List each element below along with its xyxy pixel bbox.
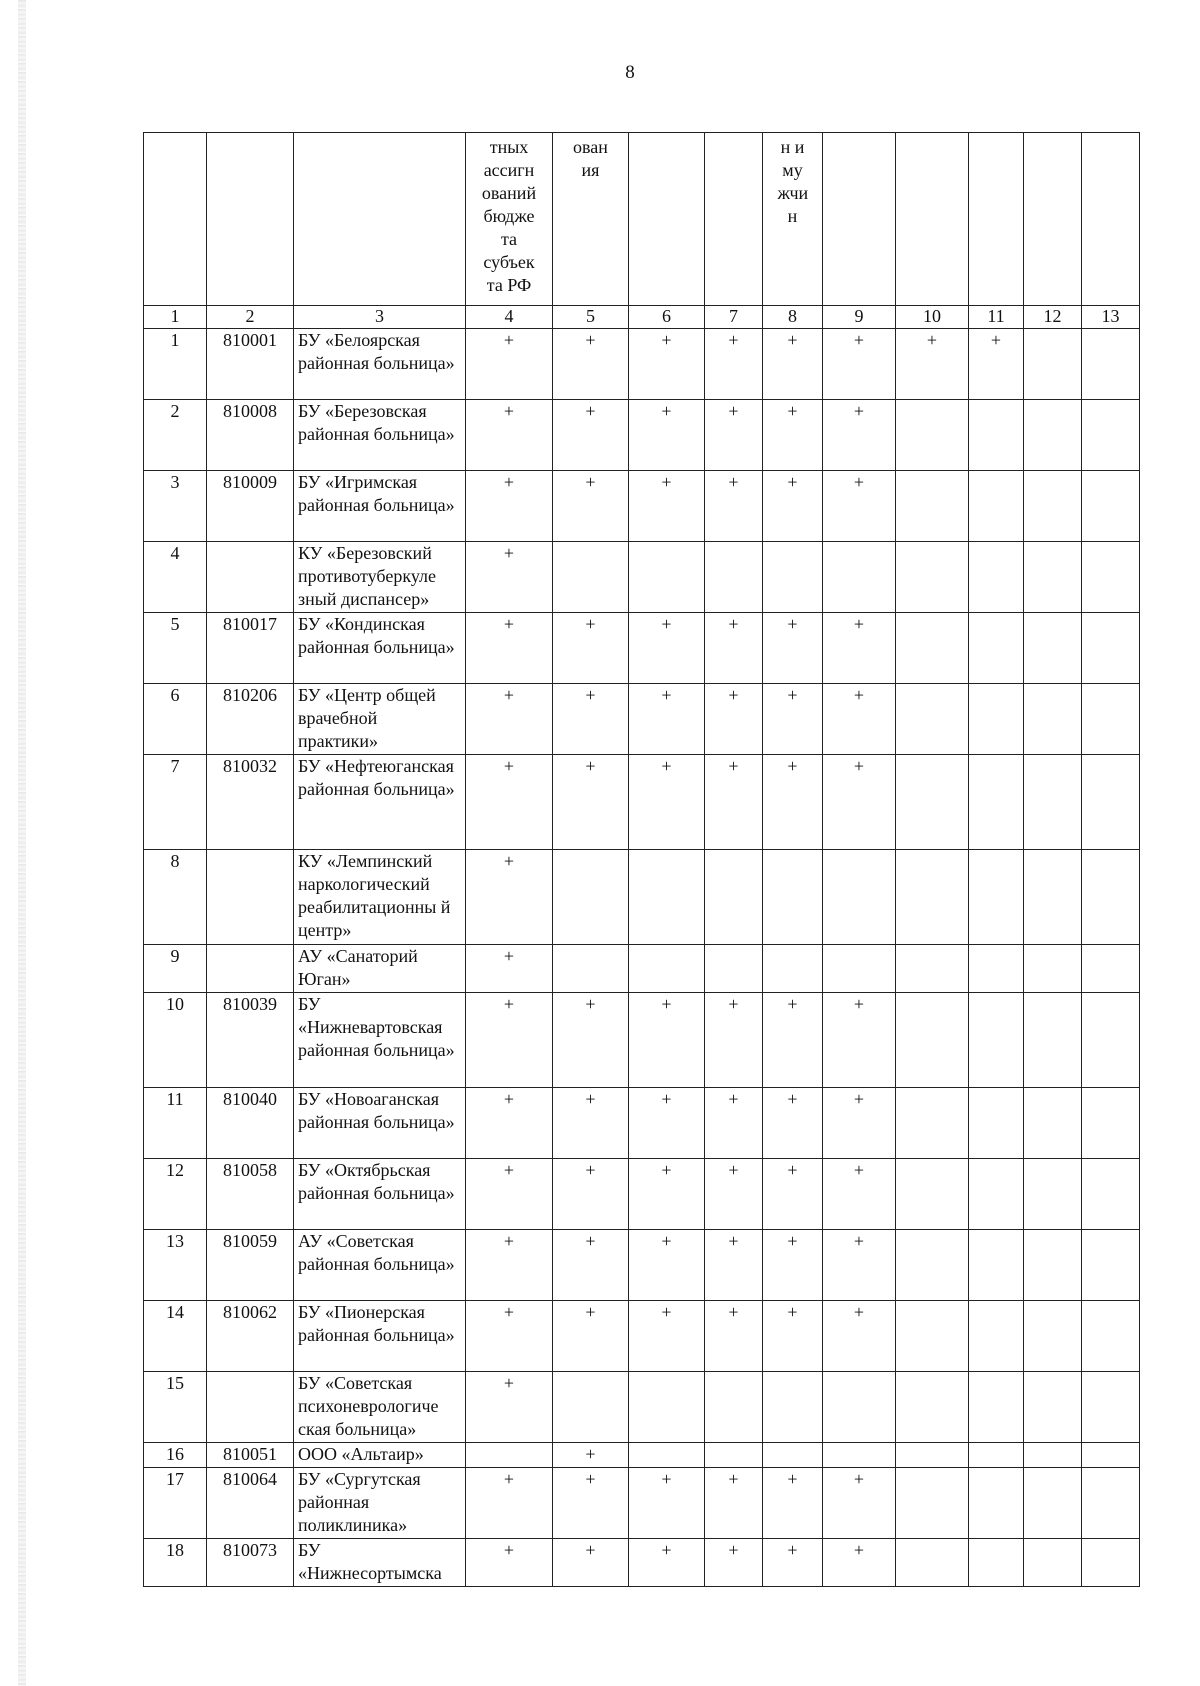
mark-cell-col7 [705, 945, 763, 993]
column-number-4: 4 [466, 306, 553, 329]
mark-cell-col8: + [763, 1539, 823, 1587]
column-number-7: 7 [705, 306, 763, 329]
mark-cell-col9: + [823, 755, 896, 850]
mark-cell-col11 [969, 1301, 1024, 1372]
column-number-row [144, 306, 1140, 329]
mark-cell-col4: + [466, 542, 553, 613]
mark-cell-col7: + [705, 1468, 763, 1539]
mark-cell-col8: + [763, 755, 823, 850]
mark-cell-col5: + [553, 613, 629, 684]
mark-cell-col13 [1082, 542, 1140, 613]
header-cell-2 [207, 133, 294, 306]
institution-code [207, 945, 294, 993]
mark-cell-col7: + [705, 400, 763, 471]
mark-cell-col13 [1082, 1088, 1140, 1159]
institution-code: 810032 [207, 755, 294, 850]
mark-cell-col12 [1024, 755, 1082, 850]
mark-cell-col12 [1024, 1230, 1082, 1301]
institution-code: 810001 [207, 329, 294, 400]
mark-cell-col4: + [466, 1301, 553, 1372]
mark-cell-col4: + [466, 945, 553, 993]
mark-cell-col10 [896, 945, 969, 993]
row-number: 10 [144, 993, 207, 1088]
mark-cell-col10 [896, 1159, 969, 1230]
mark-cell-col4 [466, 1443, 553, 1468]
header-cell-9 [823, 133, 896, 306]
institution-code: 810039 [207, 993, 294, 1088]
column-number-3: 3 [294, 306, 466, 329]
mark-cell-col6: + [629, 684, 705, 755]
mark-cell-col10 [896, 1301, 969, 1372]
mark-cell-col10 [896, 993, 969, 1088]
mark-cell-col7: + [705, 755, 763, 850]
mark-cell-col4: + [466, 1159, 553, 1230]
mark-cell-col12 [1024, 400, 1082, 471]
mark-cell-col11: + [969, 329, 1024, 400]
header-cell-11 [969, 133, 1024, 306]
institution-name: БУ «Нижневартовская районная больница» [294, 993, 466, 1088]
mark-cell-col13 [1082, 471, 1140, 542]
hospitals-table [143, 132, 1140, 1587]
mark-cell-col13 [1082, 1372, 1140, 1443]
mark-cell-col12 [1024, 684, 1082, 755]
mark-cell-col13 [1082, 850, 1140, 945]
mark-cell-col4: + [466, 613, 553, 684]
mark-cell-col9: + [823, 329, 896, 400]
institution-code: 810062 [207, 1301, 294, 1372]
institution-code: 810059 [207, 1230, 294, 1301]
mark-cell-col10 [896, 471, 969, 542]
institution-name: БУ «Нефтеюганская районная больница» [294, 755, 466, 850]
mark-cell-col6: + [629, 1301, 705, 1372]
mark-cell-col5: + [553, 471, 629, 542]
institution-code: 810206 [207, 684, 294, 755]
column-number-2: 2 [207, 306, 294, 329]
mark-cell-col4: + [466, 1230, 553, 1301]
mark-cell-col7: + [705, 684, 763, 755]
institution-code: 810040 [207, 1088, 294, 1159]
mark-cell-col7: + [705, 993, 763, 1088]
mark-cell-col11 [969, 1230, 1024, 1301]
table-row [144, 1088, 1140, 1159]
mark-cell-col12 [1024, 542, 1082, 613]
mark-cell-col8: + [763, 329, 823, 400]
row-number: 1 [144, 329, 207, 400]
header-text-col5: ован ия [573, 137, 608, 180]
mark-cell-col7 [705, 1372, 763, 1443]
mark-cell-col13 [1082, 945, 1140, 993]
mark-cell-col13 [1082, 1230, 1140, 1301]
mark-cell-col11 [969, 613, 1024, 684]
mark-cell-col11 [969, 1468, 1024, 1539]
row-number: 4 [144, 542, 207, 613]
mark-cell-col6: + [629, 1468, 705, 1539]
mark-cell-col5: + [553, 1539, 629, 1587]
mark-cell-col6 [629, 945, 705, 993]
row-number: 13 [144, 1230, 207, 1301]
table-row [144, 1159, 1140, 1230]
mark-cell-col6 [629, 850, 705, 945]
table-row [144, 1468, 1140, 1539]
header-cell-13 [1082, 133, 1140, 306]
header-cell-1 [144, 133, 207, 306]
mark-cell-col11 [969, 471, 1024, 542]
institution-code: 810058 [207, 1159, 294, 1230]
mark-cell-col4: + [466, 1539, 553, 1587]
header-cell-4 [466, 133, 553, 306]
mark-cell-col4: + [466, 329, 553, 400]
mark-cell-col11 [969, 1443, 1024, 1468]
table-row [144, 400, 1140, 471]
mark-cell-col6: + [629, 613, 705, 684]
mark-cell-col6 [629, 1372, 705, 1443]
mark-cell-col11 [969, 542, 1024, 613]
page-number: 8 [625, 62, 635, 83]
mark-cell-col12 [1024, 993, 1082, 1088]
column-number-13: 13 [1082, 306, 1140, 329]
mark-cell-col5: + [553, 684, 629, 755]
mark-cell-col5: + [553, 329, 629, 400]
mark-cell-col11 [969, 945, 1024, 993]
mark-cell-col11 [969, 1159, 1024, 1230]
institution-name: КУ «Березовский противотуберкуле зный диспансер» [294, 542, 466, 613]
table-row [144, 1443, 1140, 1468]
column-number-10: 10 [896, 306, 969, 329]
header-cell-10 [896, 133, 969, 306]
mark-cell-col4: + [466, 684, 553, 755]
header-cell-12 [1024, 133, 1082, 306]
mark-cell-col10 [896, 613, 969, 684]
header-fragment-row [144, 133, 1140, 306]
mark-cell-col10: + [896, 329, 969, 400]
row-number: 5 [144, 613, 207, 684]
mark-cell-col9: + [823, 1468, 896, 1539]
column-number-1: 1 [144, 306, 207, 329]
institution-name: БУ «Игримская районная больница» [294, 471, 466, 542]
mark-cell-col5: + [553, 400, 629, 471]
mark-cell-col13 [1082, 613, 1140, 684]
header-cell-8 [763, 133, 823, 306]
row-number: 11 [144, 1088, 207, 1159]
mark-cell-col5: + [553, 1443, 629, 1468]
mark-cell-col11 [969, 1539, 1024, 1587]
mark-cell-col13 [1082, 329, 1140, 400]
header-text-col8: н и му жчи н [777, 137, 809, 226]
institution-name: КУ «Лемпинский наркологический реабилитационны й центр» [294, 850, 466, 945]
row-number: 8 [144, 850, 207, 945]
mark-cell-col8 [763, 1372, 823, 1443]
institution-code: 810008 [207, 400, 294, 471]
mark-cell-col12 [1024, 1301, 1082, 1372]
mark-cell-col9: + [823, 1088, 896, 1159]
mark-cell-col7: + [705, 471, 763, 542]
institution-name: БУ «Советская психоневрологиче ская больница» [294, 1372, 466, 1443]
mark-cell-col6: + [629, 755, 705, 850]
scan-edge [18, 0, 26, 1686]
table-row [144, 471, 1140, 542]
institution-code: 810073 [207, 1539, 294, 1587]
mark-cell-col9: + [823, 613, 896, 684]
header-text-col4: тных ассигн ований бюдже та субъек та РФ [481, 137, 537, 295]
mark-cell-col5: + [553, 1159, 629, 1230]
header-cell-7 [705, 133, 763, 306]
mark-cell-col12 [1024, 1468, 1082, 1539]
mark-cell-col7: + [705, 329, 763, 400]
mark-cell-col13 [1082, 1301, 1140, 1372]
table-row [144, 755, 1140, 850]
mark-cell-col4: + [466, 1372, 553, 1443]
mark-cell-col12 [1024, 1539, 1082, 1587]
mark-cell-col7 [705, 850, 763, 945]
mark-cell-col9: + [823, 993, 896, 1088]
table-row [144, 684, 1140, 755]
mark-cell-col7: + [705, 1301, 763, 1372]
mark-cell-col12 [1024, 1088, 1082, 1159]
mark-cell-col8: + [763, 1230, 823, 1301]
mark-cell-col6: + [629, 1159, 705, 1230]
mark-cell-col5: + [553, 1088, 629, 1159]
mark-cell-col10 [896, 542, 969, 613]
mark-cell-col13 [1082, 684, 1140, 755]
table-row [144, 850, 1140, 945]
mark-cell-col6 [629, 1443, 705, 1468]
mark-cell-col6: + [629, 329, 705, 400]
institution-name: БУ «Нижнесортымска [294, 1539, 466, 1587]
mark-cell-col10 [896, 1230, 969, 1301]
row-number: 16 [144, 1443, 207, 1468]
mark-cell-col6 [629, 542, 705, 613]
mark-cell-col8: + [763, 471, 823, 542]
table-row [144, 542, 1140, 613]
mark-cell-col11 [969, 684, 1024, 755]
row-number: 15 [144, 1372, 207, 1443]
mark-cell-col12 [1024, 850, 1082, 945]
row-number: 12 [144, 1159, 207, 1230]
mark-cell-col6: + [629, 1088, 705, 1159]
mark-cell-col9: + [823, 1539, 896, 1587]
institution-name: АУ «Санаторий Юган» [294, 945, 466, 993]
mark-cell-col8 [763, 945, 823, 993]
mark-cell-col8: + [763, 684, 823, 755]
mark-cell-col6: + [629, 993, 705, 1088]
mark-cell-col13 [1082, 755, 1140, 850]
institution-name: БУ «Центр общей врачебной практики» [294, 684, 466, 755]
mark-cell-col7: + [705, 1539, 763, 1587]
column-number-12: 12 [1024, 306, 1082, 329]
row-number: 7 [144, 755, 207, 850]
mark-cell-col7 [705, 1443, 763, 1468]
table-row [144, 993, 1140, 1088]
column-number-6: 6 [629, 306, 705, 329]
mark-cell-col6: + [629, 1230, 705, 1301]
institution-code [207, 850, 294, 945]
table-row [144, 1301, 1140, 1372]
mark-cell-col9 [823, 850, 896, 945]
institution-name: ООО «Альтаир» [294, 1443, 466, 1468]
mark-cell-col10 [896, 755, 969, 850]
mark-cell-col11 [969, 400, 1024, 471]
mark-cell-col11 [969, 993, 1024, 1088]
institution-code [207, 542, 294, 613]
mark-cell-col12 [1024, 1443, 1082, 1468]
mark-cell-col5 [553, 1372, 629, 1443]
institution-name: БУ «Октябрьская районная больница» [294, 1159, 466, 1230]
mark-cell-col10 [896, 1372, 969, 1443]
mark-cell-col10 [896, 850, 969, 945]
mark-cell-col8: + [763, 400, 823, 471]
mark-cell-col11 [969, 1088, 1024, 1159]
table-row [144, 613, 1140, 684]
mark-cell-col4: + [466, 850, 553, 945]
institution-name: АУ «Советская районная больница» [294, 1230, 466, 1301]
mark-cell-col8: + [763, 1088, 823, 1159]
mark-cell-col8 [763, 542, 823, 613]
mark-cell-col13 [1082, 1468, 1140, 1539]
institution-code: 810051 [207, 1443, 294, 1468]
mark-cell-col8 [763, 1443, 823, 1468]
mark-cell-col7: + [705, 1230, 763, 1301]
row-number: 17 [144, 1468, 207, 1539]
mark-cell-col5: + [553, 1301, 629, 1372]
mark-cell-col5: + [553, 1230, 629, 1301]
mark-cell-col8: + [763, 613, 823, 684]
table-row [144, 1230, 1140, 1301]
mark-cell-col5 [553, 542, 629, 613]
mark-cell-col8: + [763, 1159, 823, 1230]
mark-cell-col9 [823, 1372, 896, 1443]
mark-cell-col5 [553, 945, 629, 993]
mark-cell-col12 [1024, 471, 1082, 542]
table-row [144, 945, 1140, 993]
mark-cell-col9 [823, 542, 896, 613]
mark-cell-col11 [969, 755, 1024, 850]
row-number: 9 [144, 945, 207, 993]
mark-cell-col13 [1082, 1159, 1140, 1230]
table-row [144, 1372, 1140, 1443]
mark-cell-col10 [896, 684, 969, 755]
column-number-9: 9 [823, 306, 896, 329]
mark-cell-col9 [823, 945, 896, 993]
mark-cell-col12 [1024, 1372, 1082, 1443]
mark-cell-col6: + [629, 1539, 705, 1587]
mark-cell-col4: + [466, 1468, 553, 1539]
mark-cell-col12 [1024, 945, 1082, 993]
header-cell-5 [553, 133, 629, 306]
column-number-8: 8 [763, 306, 823, 329]
institution-name: БУ «Березовская районная больница» [294, 400, 466, 471]
mark-cell-col7: + [705, 1088, 763, 1159]
row-number: 18 [144, 1539, 207, 1587]
mark-cell-col10 [896, 1443, 969, 1468]
column-number-5: 5 [553, 306, 629, 329]
row-number: 3 [144, 471, 207, 542]
mark-cell-col9: + [823, 1230, 896, 1301]
mark-cell-col12 [1024, 329, 1082, 400]
row-number: 14 [144, 1301, 207, 1372]
mark-cell-col13 [1082, 1443, 1140, 1468]
mark-cell-col4: + [466, 1088, 553, 1159]
mark-cell-col13 [1082, 1539, 1140, 1587]
mark-cell-col4: + [466, 993, 553, 1088]
row-number: 2 [144, 400, 207, 471]
mark-cell-col4: + [466, 755, 553, 850]
institution-name: БУ «Белоярская районная больница» [294, 329, 466, 400]
mark-cell-col9: + [823, 1159, 896, 1230]
mark-cell-col5: + [553, 993, 629, 1088]
mark-cell-col8: + [763, 1468, 823, 1539]
mark-cell-col9: + [823, 471, 896, 542]
mark-cell-col11 [969, 1372, 1024, 1443]
mark-cell-col9: + [823, 400, 896, 471]
mark-cell-col4: + [466, 400, 553, 471]
mark-cell-col10 [896, 400, 969, 471]
institution-name: БУ «Новоаганская районная больница» [294, 1088, 466, 1159]
row-number: 6 [144, 684, 207, 755]
header-cell-6 [629, 133, 705, 306]
institution-name: БУ «Пионерская районная больница» [294, 1301, 466, 1372]
header-cell-3 [294, 133, 466, 306]
mark-cell-col13 [1082, 400, 1140, 471]
mark-cell-col7 [705, 542, 763, 613]
mark-cell-col9 [823, 1443, 896, 1468]
institution-code [207, 1372, 294, 1443]
table-row [144, 329, 1140, 400]
institution-code: 810017 [207, 613, 294, 684]
mark-cell-col12 [1024, 613, 1082, 684]
mark-cell-col7: + [705, 1159, 763, 1230]
mark-cell-col8: + [763, 993, 823, 1088]
column-number-11: 11 [969, 306, 1024, 329]
institution-name: БУ «Кондинская районная больница» [294, 613, 466, 684]
institution-name: БУ «Сургутская районная поликлиника» [294, 1468, 466, 1539]
institution-code: 810009 [207, 471, 294, 542]
table-row [144, 1539, 1140, 1587]
mark-cell-col10 [896, 1088, 969, 1159]
mark-cell-col5 [553, 850, 629, 945]
mark-cell-col7: + [705, 613, 763, 684]
institution-code: 810064 [207, 1468, 294, 1539]
mark-cell-col8 [763, 850, 823, 945]
mark-cell-col10 [896, 1468, 969, 1539]
mark-cell-col10 [896, 1539, 969, 1587]
mark-cell-col12 [1024, 1159, 1082, 1230]
mark-cell-col9: + [823, 684, 896, 755]
mark-cell-col11 [969, 850, 1024, 945]
mark-cell-col4: + [466, 471, 553, 542]
mark-cell-col13 [1082, 993, 1140, 1088]
mark-cell-col5: + [553, 755, 629, 850]
table-body [144, 133, 1140, 1587]
mark-cell-col8: + [763, 1301, 823, 1372]
mark-cell-col5: + [553, 1468, 629, 1539]
mark-cell-col6: + [629, 471, 705, 542]
mark-cell-col6: + [629, 400, 705, 471]
mark-cell-col9: + [823, 1301, 896, 1372]
